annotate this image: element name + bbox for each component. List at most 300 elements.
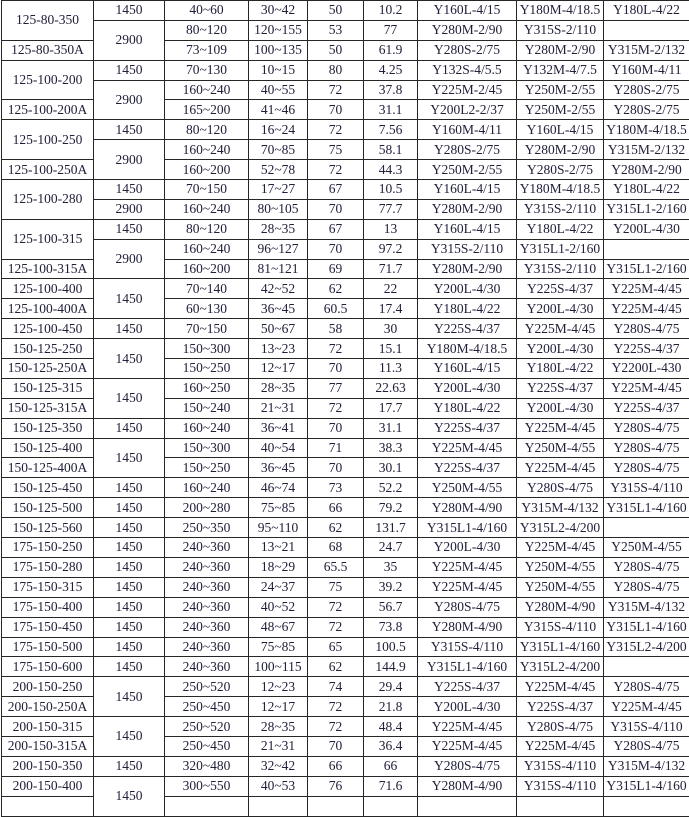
cell-motor-option-1: Y225S-4/37 xyxy=(418,418,517,438)
cell-model xyxy=(2,796,94,816)
cell-efficiency: 50 xyxy=(308,1,364,21)
cell-motor-option-2: Y280S-2/75 xyxy=(517,160,604,180)
cell-motor-option-2: Y315L1-2/160 xyxy=(517,239,604,259)
cell-rpm: 1450 xyxy=(94,677,165,717)
cell-head-range: 12~23 xyxy=(249,677,308,697)
cell-power: 37.8 xyxy=(364,80,418,100)
cell-efficiency: 72 xyxy=(308,717,364,737)
cell-motor-option-1: Y280S-2/75 xyxy=(418,40,517,60)
cell-efficiency: 72 xyxy=(308,697,364,717)
cell-motor-option-3: Y225S-4/37 xyxy=(604,398,689,418)
cell-efficiency: 66 xyxy=(308,498,364,518)
cell-efficiency: 60.5 xyxy=(308,299,364,319)
cell-head-range: 95~110 xyxy=(249,518,308,538)
cell-motor-option-3 xyxy=(604,20,689,40)
table-row xyxy=(2,180,689,200)
cell-model: 125-100-400 xyxy=(2,279,94,299)
cell-power: 4.25 xyxy=(364,60,418,80)
cell-head-range: 36~45 xyxy=(249,299,308,319)
cell-motor-option-3: Y315L2-4/200 xyxy=(604,637,689,657)
cell-motor-option-3: Y315L1-4/160 xyxy=(604,498,689,518)
cell-motor-option-1: Y315S-4/110 xyxy=(418,637,517,657)
cell-motor-option-1: Y280S-4/75 xyxy=(418,597,517,617)
table-row xyxy=(2,498,689,518)
cell-motor-option-2: Y225S-4/37 xyxy=(517,378,604,398)
cell-head-range: 40~52 xyxy=(249,597,308,617)
table-row xyxy=(2,538,689,558)
table-row xyxy=(2,279,689,299)
cell-flow-range: 250~350 xyxy=(165,518,249,538)
cell-motor-option-3: Y280S-4/75 xyxy=(604,458,689,478)
cell-model: 175-150-280 xyxy=(2,557,94,577)
cell-motor-option-3: Y200L-4/30 xyxy=(604,219,689,239)
cell-power: 100.5 xyxy=(364,637,418,657)
cell-power: 24.7 xyxy=(364,538,418,558)
table-row xyxy=(2,717,689,737)
cell-motor-option-2: Y180M-4/18.5 xyxy=(517,180,604,200)
pump-spec-table xyxy=(1,0,689,817)
cell-motor-option-2: Y315S-4/110 xyxy=(517,776,604,796)
cell-motor-option-1: Y225M-2/45 xyxy=(418,80,517,100)
cell-rpm: 2900 xyxy=(94,239,165,279)
table-row xyxy=(2,756,689,776)
cell-efficiency: 70 xyxy=(308,458,364,478)
cell-rpm: 1450 xyxy=(94,498,165,518)
cell-motor-option-2: Y180L-4/22 xyxy=(517,359,604,379)
cell-motor-option-3: Y315L1-2/160 xyxy=(604,199,689,219)
cell-motor-option-1: Y160L-4/15 xyxy=(418,219,517,239)
cell-power: 7.56 xyxy=(364,120,418,140)
cell-head-range: 50~67 xyxy=(249,319,308,339)
cell-rpm: 1450 xyxy=(94,339,165,379)
cell-flow-range: 160~200 xyxy=(165,160,249,180)
cell-rpm: 1450 xyxy=(94,637,165,657)
cell-power: 10.5 xyxy=(364,180,418,200)
cell-model: 125-80-350A xyxy=(2,40,94,60)
cell-motor-option-1: Y200L2-2/37 xyxy=(418,100,517,120)
cell-flow-range: 150~300 xyxy=(165,339,249,359)
cell-rpm: 2900 xyxy=(94,199,165,219)
cell-flow-range: 300~550 xyxy=(165,776,249,796)
cell-head-range: 17~27 xyxy=(249,180,308,200)
cell-efficiency xyxy=(308,796,364,816)
table-row xyxy=(2,617,689,637)
table-row xyxy=(2,140,689,160)
cell-rpm: 1450 xyxy=(94,378,165,418)
cell-model: 150-125-250A xyxy=(2,359,94,379)
cell-rpm: 1450 xyxy=(94,538,165,558)
cell-flow-range: 165~200 xyxy=(165,100,249,120)
cell-flow-range: 160~240 xyxy=(165,80,249,100)
table-row xyxy=(2,20,689,40)
cell-power: 31.1 xyxy=(364,418,418,438)
cell-motor-option-2: Y180L-4/22 xyxy=(517,219,604,239)
cell-motor-option-3: Y180L-4/22 xyxy=(604,180,689,200)
cell-model: 125-100-200 xyxy=(2,60,94,100)
cell-power: 22 xyxy=(364,279,418,299)
cell-head-range: 28~35 xyxy=(249,717,308,737)
table-row xyxy=(2,518,689,538)
table-row xyxy=(2,577,689,597)
cell-model: 150-125-400 xyxy=(2,438,94,458)
cell-power: 17.7 xyxy=(364,398,418,418)
cell-flow-range: 80~120 xyxy=(165,120,249,140)
cell-head-range: 36~41 xyxy=(249,418,308,438)
cell-power: 97.2 xyxy=(364,239,418,259)
cell-efficiency: 71 xyxy=(308,438,364,458)
cell-rpm: 1450 xyxy=(94,597,165,617)
cell-motor-option-1: Y280S-4/75 xyxy=(418,756,517,776)
table-row xyxy=(2,418,689,438)
cell-flow-range: 240~360 xyxy=(165,637,249,657)
cell-power: 35 xyxy=(364,557,418,577)
cell-head-range: 30~42 xyxy=(249,1,308,21)
cell-model: 200-150-400 xyxy=(2,776,94,796)
cell-model: 175-150-500 xyxy=(2,637,94,657)
cell-flow-range: 70~140 xyxy=(165,279,249,299)
cell-motor-option-1: Y160L-4/15 xyxy=(418,359,517,379)
cell-power: 71.6 xyxy=(364,776,418,796)
cell-model: 150-125-350 xyxy=(2,418,94,438)
cell-power: 73.8 xyxy=(364,617,418,637)
cell-motor-option-2: Y315S-2/110 xyxy=(517,20,604,40)
cell-rpm: 1450 xyxy=(94,60,165,80)
cell-motor-option-2: Y315S-2/110 xyxy=(517,199,604,219)
cell-power: 31.1 xyxy=(364,100,418,120)
cell-motor-option-1: Y132S-4/5.5 xyxy=(418,60,517,80)
cell-model: 125-100-315A xyxy=(2,259,94,279)
cell-motor-option-2: Y225M-4/45 xyxy=(517,538,604,558)
cell-model: 200-150-250 xyxy=(2,677,94,697)
cell-power: 17.4 xyxy=(364,299,418,319)
cell-motor-option-2: Y160L-4/15 xyxy=(517,120,604,140)
cell-motor-option-3: Y315M-4/132 xyxy=(604,756,689,776)
cell-rpm: 1450 xyxy=(94,617,165,637)
cell-motor-option-2: Y200L-4/30 xyxy=(517,339,604,359)
pump-spec-table-body xyxy=(2,1,689,817)
cell-motor-option-3: Y2200L-430 xyxy=(604,359,689,379)
cell-head-range: 32~42 xyxy=(249,756,308,776)
cell-efficiency: 70 xyxy=(308,736,364,756)
cell-efficiency: 70 xyxy=(308,359,364,379)
cell-model: 150-125-315 xyxy=(2,378,94,398)
cell-flow-range: 160~240 xyxy=(165,140,249,160)
cell-motor-option-1: Y225S-4/37 xyxy=(418,458,517,478)
cell-motor-option-3: Y280M-2/90 xyxy=(604,160,689,180)
cell-motor-option-3 xyxy=(604,657,689,677)
cell-motor-option-2: Y315L2-4/200 xyxy=(517,518,604,538)
cell-flow-range xyxy=(165,796,249,816)
cell-head-range: 75~85 xyxy=(249,637,308,657)
cell-motor-option-1: Y180M-4/18.5 xyxy=(418,339,517,359)
cell-flow-range: 150~250 xyxy=(165,359,249,379)
cell-motor-option-2: Y280M-2/90 xyxy=(517,140,604,160)
cell-motor-option-3: Y280S-4/75 xyxy=(604,438,689,458)
cell-head-range: 48~67 xyxy=(249,617,308,637)
cell-flow-range: 40~60 xyxy=(165,1,249,21)
cell-power: 44.3 xyxy=(364,160,418,180)
cell-power: 10.2 xyxy=(364,1,418,21)
cell-head-range: 36~45 xyxy=(249,458,308,478)
cell-power: 36.4 xyxy=(364,736,418,756)
cell-model: 175-150-315 xyxy=(2,577,94,597)
cell-efficiency: 70 xyxy=(308,418,364,438)
cell-motor-option-2: Y315S-4/110 xyxy=(517,617,604,637)
cell-rpm: 2900 xyxy=(94,20,165,60)
cell-rpm: 1450 xyxy=(94,120,165,140)
cell-motor-option-2: Y225M-4/45 xyxy=(517,677,604,697)
cell-rpm: 1450 xyxy=(94,219,165,239)
cell-motor-option-3 xyxy=(604,239,689,259)
table-row xyxy=(2,120,689,140)
cell-model: 125-100-200A xyxy=(2,100,94,120)
cell-motor-option-2: Y315S-2/110 xyxy=(517,259,604,279)
cell-model: 125-80-350 xyxy=(2,1,94,41)
cell-rpm: 1450 xyxy=(94,418,165,438)
cell-efficiency: 75 xyxy=(308,577,364,597)
cell-flow-range: 240~360 xyxy=(165,538,249,558)
cell-power: 61.9 xyxy=(364,40,418,60)
cell-efficiency: 72 xyxy=(308,120,364,140)
cell-power: 131.7 xyxy=(364,518,418,538)
cell-head-range: 21~31 xyxy=(249,736,308,756)
cell-flow-range: 70~130 xyxy=(165,60,249,80)
cell-motor-option-2: Y225M-4/45 xyxy=(517,319,604,339)
cell-efficiency: 70 xyxy=(308,100,364,120)
cell-flow-range: 250~450 xyxy=(165,697,249,717)
cell-motor-option-1: Y250M-4/55 xyxy=(418,478,517,498)
cell-motor-option-2: Y250M-2/55 xyxy=(517,100,604,120)
cell-flow-range: 240~360 xyxy=(165,557,249,577)
cell-flow-range: 60~130 xyxy=(165,299,249,319)
cell-motor-option-1: Y280M-2/90 xyxy=(418,259,517,279)
cell-motor-option-3: Y180L-4/22 xyxy=(604,1,689,21)
cell-motor-option-1 xyxy=(418,796,517,816)
cell-rpm: 1450 xyxy=(94,319,165,339)
cell-head-range: 12~17 xyxy=(249,697,308,717)
cell-motor-option-3: Y160M-4/11 xyxy=(604,60,689,80)
cell-motor-option-3: Y225M-4/45 xyxy=(604,378,689,398)
cell-model: 125-100-400A xyxy=(2,299,94,319)
table-row xyxy=(2,597,689,617)
cell-efficiency: 66 xyxy=(308,756,364,776)
cell-motor-option-3: Y225M-4/45 xyxy=(604,279,689,299)
cell-power: 52.2 xyxy=(364,478,418,498)
cell-motor-option-3: Y280S-2/75 xyxy=(604,80,689,100)
cell-model: 150-125-560 xyxy=(2,518,94,538)
cell-motor-option-1: Y225M-4/45 xyxy=(418,438,517,458)
cell-rpm: 1450 xyxy=(94,180,165,200)
cell-motor-option-3: Y280S-4/75 xyxy=(604,418,689,438)
cell-head-range: 70~85 xyxy=(249,140,308,160)
table-row xyxy=(2,319,689,339)
cell-efficiency: 67 xyxy=(308,180,364,200)
cell-motor-option-2: Y225M-4/45 xyxy=(517,736,604,756)
table-row xyxy=(2,478,689,498)
cell-motor-option-3: Y315S-4/110 xyxy=(604,717,689,737)
cell-flow-range: 160~200 xyxy=(165,259,249,279)
cell-head-range: 16~24 xyxy=(249,120,308,140)
cell-efficiency: 72 xyxy=(308,80,364,100)
cell-rpm: 2900 xyxy=(94,80,165,120)
cell-motor-option-2: Y315L1-4/160 xyxy=(517,637,604,657)
cell-head-range: 40~54 xyxy=(249,438,308,458)
cell-rpm: 1450 xyxy=(94,717,165,757)
cell-power: 144.9 xyxy=(364,657,418,677)
cell-motor-option-1: Y160M-4/11 xyxy=(418,120,517,140)
cell-efficiency: 73 xyxy=(308,478,364,498)
cell-efficiency: 75 xyxy=(308,140,364,160)
cell-flow-range: 150~250 xyxy=(165,458,249,478)
cell-motor-option-3: Y315S-4/110 xyxy=(604,478,689,498)
cell-head-range: 28~35 xyxy=(249,378,308,398)
cell-head-range xyxy=(249,796,308,816)
cell-motor-option-3: Y250M-4/55 xyxy=(604,538,689,558)
cell-motor-option-2: Y225S-4/37 xyxy=(517,697,604,717)
table-row xyxy=(2,199,689,219)
cell-motor-option-1: Y225M-4/45 xyxy=(418,577,517,597)
cell-power: 29.4 xyxy=(364,677,418,697)
cell-motor-option-1: Y280S-2/75 xyxy=(418,140,517,160)
cell-efficiency: 62 xyxy=(308,657,364,677)
cell-motor-option-1: Y280M-2/90 xyxy=(418,20,517,40)
cell-model: 150-125-400A xyxy=(2,458,94,478)
cell-power: 56.7 xyxy=(364,597,418,617)
cell-flow-range: 70~150 xyxy=(165,319,249,339)
cell-motor-option-2: Y225M-4/45 xyxy=(517,458,604,478)
cell-rpm: 1450 xyxy=(94,577,165,597)
cell-efficiency: 72 xyxy=(308,398,364,418)
cell-motor-option-2: Y315L2-4/200 xyxy=(517,657,604,677)
cell-efficiency: 77 xyxy=(308,378,364,398)
cell-flow-range: 150~240 xyxy=(165,398,249,418)
cell-flow-range: 250~520 xyxy=(165,677,249,697)
cell-efficiency: 80 xyxy=(308,60,364,80)
cell-model: 125-100-250 xyxy=(2,120,94,160)
cell-motor-option-1: Y250M-2/55 xyxy=(418,160,517,180)
table-row xyxy=(2,438,689,458)
cell-head-range: 10~15 xyxy=(249,60,308,80)
cell-head-range: 28~35 xyxy=(249,219,308,239)
cell-efficiency: 62 xyxy=(308,279,364,299)
cell-motor-option-1: Y200L-4/30 xyxy=(418,538,517,558)
cell-power: 58.1 xyxy=(364,140,418,160)
cell-motor-option-2: Y280M-2/90 xyxy=(517,40,604,60)
table-row xyxy=(2,776,689,796)
cell-motor-option-1: Y225M-4/45 xyxy=(418,717,517,737)
cell-rpm: 1450 xyxy=(94,1,165,21)
cell-motor-option-3: Y280S-4/75 xyxy=(604,577,689,597)
cell-motor-option-3: Y225M-4/45 xyxy=(604,697,689,717)
cell-motor-option-1: Y180L-4/22 xyxy=(418,299,517,319)
cell-flow-range: 80~120 xyxy=(165,20,249,40)
cell-motor-option-1: Y315S-2/110 xyxy=(418,239,517,259)
cell-rpm: 1450 xyxy=(94,776,165,816)
cell-motor-option-1: Y280M-4/90 xyxy=(418,776,517,796)
cell-flow-range: 240~360 xyxy=(165,657,249,677)
cell-head-range: 13~23 xyxy=(249,339,308,359)
cell-motor-option-3: Y315M-2/132 xyxy=(604,40,689,60)
cell-motor-option-2: Y315S-4/110 xyxy=(517,756,604,776)
cell-efficiency: 72 xyxy=(308,160,364,180)
cell-power: 71.7 xyxy=(364,259,418,279)
cell-head-range: 41~46 xyxy=(249,100,308,120)
cell-power: 30 xyxy=(364,319,418,339)
cell-rpm: 1450 xyxy=(94,279,165,319)
cell-efficiency: 53 xyxy=(308,20,364,40)
cell-motor-option-1: Y225S-4/37 xyxy=(418,677,517,697)
cell-motor-option-2: Y200L-4/30 xyxy=(517,299,604,319)
cell-head-range: 96~127 xyxy=(249,239,308,259)
cell-efficiency: 50 xyxy=(308,40,364,60)
cell-rpm: 2900 xyxy=(94,140,165,180)
cell-head-range: 100~115 xyxy=(249,657,308,677)
cell-motor-option-3 xyxy=(604,518,689,538)
cell-rpm: 1450 xyxy=(94,518,165,538)
cell-model: 175-150-250 xyxy=(2,538,94,558)
cell-power: 77 xyxy=(364,20,418,40)
cell-head-range: 13~21 xyxy=(249,538,308,558)
cell-motor-option-2: Y250M-4/55 xyxy=(517,577,604,597)
cell-motor-option-3: Y315M-4/132 xyxy=(604,597,689,617)
cell-flow-range: 80~120 xyxy=(165,219,249,239)
cell-motor-option-2: Y280S-4/75 xyxy=(517,717,604,737)
cell-rpm: 1450 xyxy=(94,557,165,577)
cell-motor-option-1: Y280M-4/90 xyxy=(418,498,517,518)
cell-flow-range: 240~360 xyxy=(165,597,249,617)
cell-motor-option-2: Y250M-2/55 xyxy=(517,80,604,100)
cell-power: 13 xyxy=(364,219,418,239)
cell-flow-range: 150~300 xyxy=(165,438,249,458)
cell-flow-range: 250~450 xyxy=(165,736,249,756)
cell-head-range: 12~17 xyxy=(249,359,308,379)
cell-motor-option-2 xyxy=(517,796,604,816)
cell-motor-option-1: Y315L1-4/160 xyxy=(418,657,517,677)
cell-head-range: 46~74 xyxy=(249,478,308,498)
cell-efficiency: 62 xyxy=(308,518,364,538)
cell-motor-option-3: Y280S-4/75 xyxy=(604,736,689,756)
cell-motor-option-2: Y250M-4/55 xyxy=(517,438,604,458)
cell-head-range: 40~55 xyxy=(249,80,308,100)
cell-motor-option-3: Y315L1-4/160 xyxy=(604,776,689,796)
cell-motor-option-2: Y200L-4/30 xyxy=(517,398,604,418)
cell-efficiency: 68 xyxy=(308,538,364,558)
cell-model: 200-150-250A xyxy=(2,697,94,717)
cell-power: 22.63 xyxy=(364,378,418,398)
cell-efficiency: 65.5 xyxy=(308,557,364,577)
cell-head-range: 42~52 xyxy=(249,279,308,299)
cell-flow-range: 320~480 xyxy=(165,756,249,776)
cell-efficiency: 70 xyxy=(308,199,364,219)
cell-flow-range: 160~240 xyxy=(165,239,249,259)
cell-efficiency: 70 xyxy=(308,239,364,259)
cell-head-range: 40~53 xyxy=(249,776,308,796)
cell-head-range: 21~31 xyxy=(249,398,308,418)
cell-flow-range: 200~280 xyxy=(165,498,249,518)
cell-efficiency: 74 xyxy=(308,677,364,697)
table-row xyxy=(2,1,689,21)
cell-model: 125-100-280 xyxy=(2,180,94,220)
cell-flow-range: 160~240 xyxy=(165,478,249,498)
cell-motor-option-3: Y315L1-4/160 xyxy=(604,617,689,637)
cell-flow-range: 240~360 xyxy=(165,617,249,637)
cell-model: 200-150-350 xyxy=(2,756,94,776)
cell-power: 66 xyxy=(364,756,418,776)
cell-motor-option-3 xyxy=(604,796,689,816)
cell-motor-option-2: Y225S-4/37 xyxy=(517,279,604,299)
cell-efficiency: 72 xyxy=(308,617,364,637)
cell-motor-option-1: Y160L-4/15 xyxy=(418,180,517,200)
